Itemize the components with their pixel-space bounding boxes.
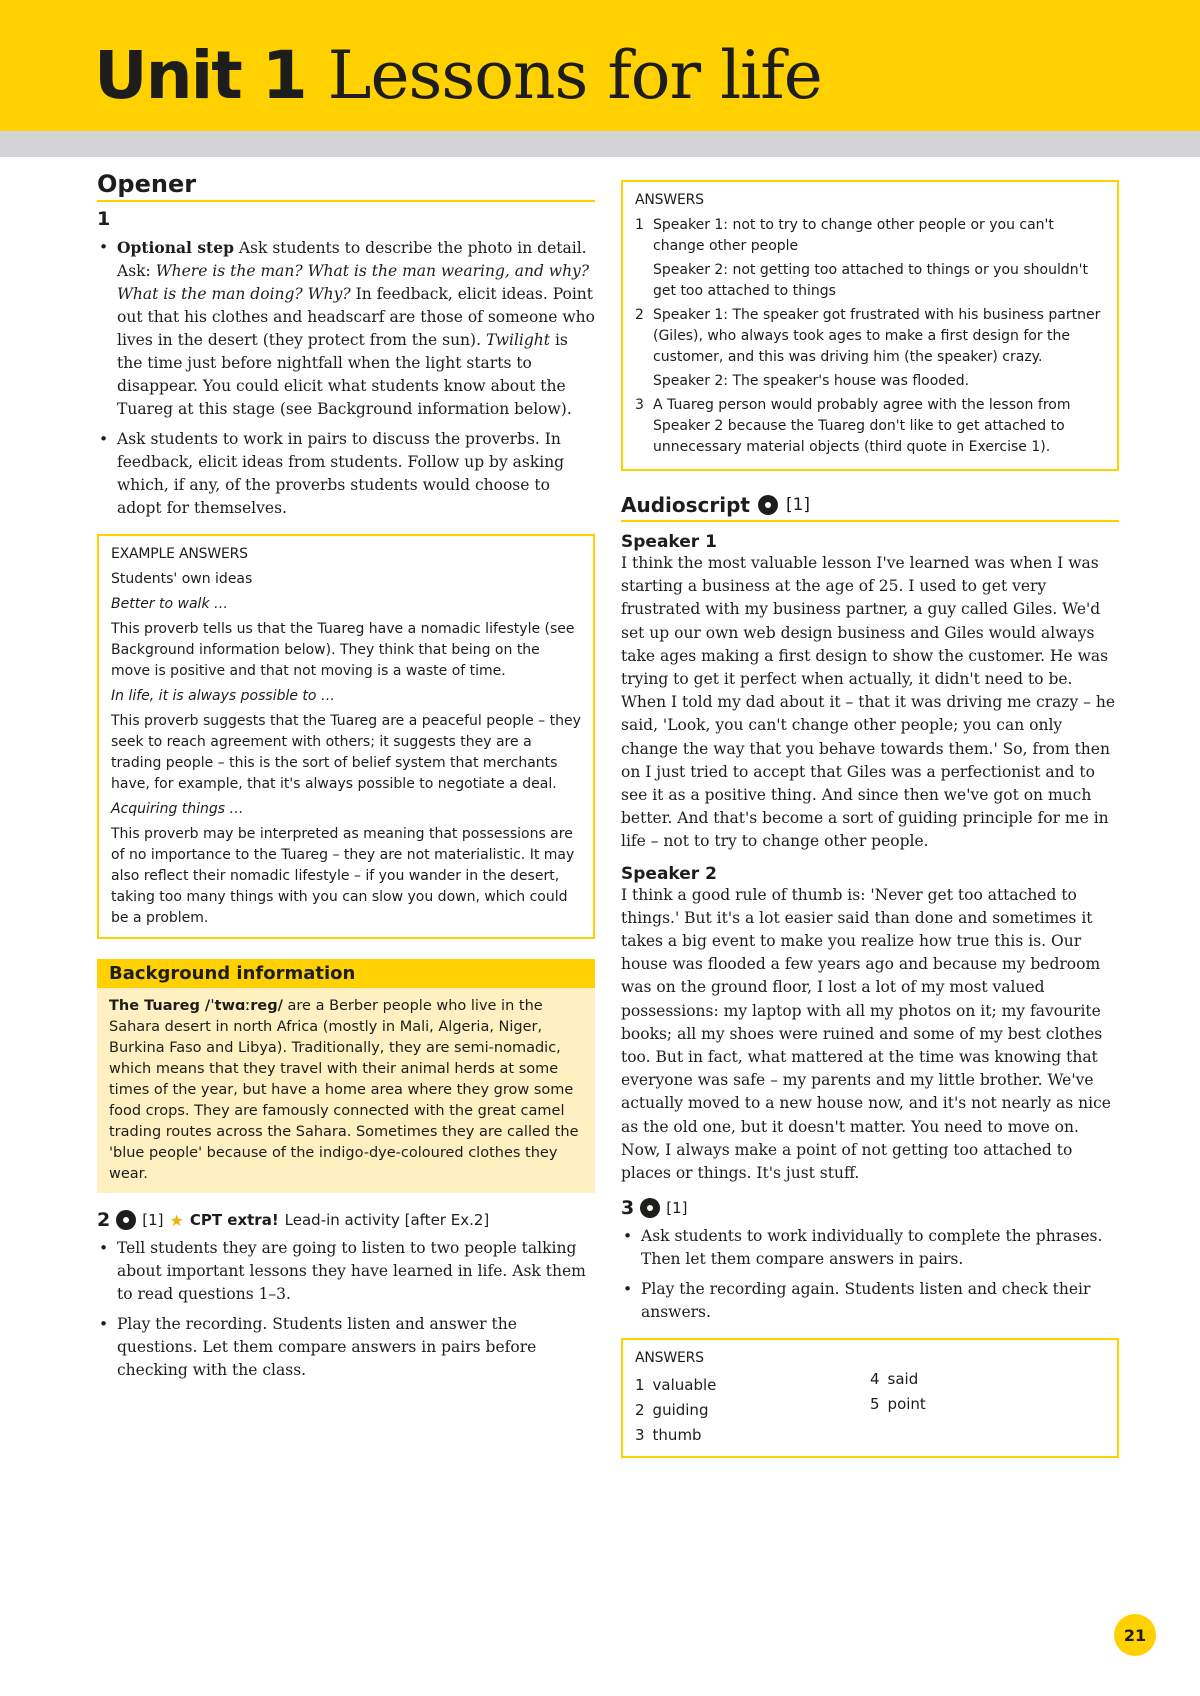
answer-item [635, 1373, 870, 1398]
answer-number: 3 [635, 1426, 645, 1445]
exercise-1-steps [97, 236, 595, 520]
background-info-body: are a Berber people who live in the Sahara desert in north Africa (mostly in Mali, Algeria, Niger, Burkina Faso and Libya). Traditionally, they are semi-nomadic, which means that they travel with their animal herds at some times of the year, but have a home area where they grow some food crops. They are famously connected with the great camel trading routes across the Sahara. Sometimes they are called the 'blue people' because of the indigo-dye-coloured clothes they wear. [109, 998, 579, 1182]
answer-word: guiding [652, 1401, 709, 1420]
speaker-1-label: Speaker 1 [621, 532, 717, 552]
answer-line: A Tuareg person would probably agree with the lesson from Speaker 2 because the Tuareg don't like to get attached to unnecessary material objects (third quote in Exercise 1). [653, 397, 1071, 455]
exercise-3-bullet-1: • Ask students to work individually to complete the phrases. Then let them compare answers in pairs. [621, 1225, 1119, 1271]
speaker-2-transcript: I think a good rule of thumb is: 'Never get too attached to things.' But it's a lot easier said than done and sometimes it takes a big event to make you realize how true this is. Our house was flooded a few years ago and because my bedroom was on the ground floor, I lost a lot of my most valued possessions: my laptop with all my photos on it; my favourite books; all my shoes were ruined and some of my best clothes too. But in fact, what mattered at the time was knowing that everyone was safe – my parents and my little brother. We've actually moved to a new house now, and it's not nearly as nice as the old one, but it doesn't matter. You need to move on. Now, I always make a point of not getting too attached to places or things. It's just stuff. [621, 885, 1111, 1183]
bullet-text: Ask students to describe the photo in detail. Ask: [117, 239, 587, 280]
star-icon: ★ [169, 1210, 184, 1230]
exercise-1-bullet-1 [97, 236, 595, 421]
example-answers-box [97, 534, 595, 939]
answer-item [635, 1423, 870, 1448]
optional-step-label: Optional step [117, 238, 234, 257]
exercise-1-number [97, 208, 595, 230]
track-number: [1] [142, 1211, 164, 1229]
bullet-question: Where is the man? What is the man wearing, and why? What is the man doing? Why? [117, 262, 590, 303]
answer-number: 2 [635, 307, 644, 323]
answer-number: 1 [635, 217, 644, 233]
exercise-2-header [97, 1209, 595, 1231]
answers-column-1 [635, 1373, 870, 1448]
answer-line: Speaker 1: The speaker got frustrated with his business partner (Giles), who always took ages to make a first design for the customer, and this was driving him (the speaker) crazy. [653, 307, 1101, 365]
example-answers-label: EXAMPLE ANSWERS [111, 546, 248, 562]
exercise-3-header [621, 1197, 1119, 1219]
answer-word: valuable [652, 1376, 717, 1395]
answer-number: 5 [870, 1395, 880, 1414]
exercise-2-extras [142, 1211, 489, 1230]
background-info-box [97, 959, 595, 1193]
answer-line: Speaker 1: not to try to change other people or you can't change other people [653, 217, 1054, 254]
track-number: [1] [666, 1199, 688, 1218]
audio-cd-icon [640, 1198, 660, 1218]
unit-name: Lessons for life [327, 37, 822, 114]
answer-item [870, 1392, 1105, 1417]
proverb-explanation: This proverb may be interpreted as meaning that possessions are of no importance to the Tuareg – they are not materialistic. It may also reflect their nomadic lifestyle – if you wander in the desert, taking too many things with you can slow you down, which could be a problem. [111, 826, 575, 926]
answer-word: said [887, 1370, 919, 1389]
proverb-title: Better to walk … [111, 596, 228, 612]
right-column [621, 180, 1119, 1458]
answers-label: ANSWERS [635, 1350, 704, 1367]
track-number: [1] [785, 495, 811, 515]
answer-item [635, 305, 1105, 392]
answer-line: Speaker 2: The speaker's house was flooded. [653, 373, 970, 389]
answer-number: 2 [635, 1401, 645, 1420]
exercise-1-bullet-2: • Ask students to work in pairs to discuss the proverbs. In feedback, elicit ideas from students. Follow up by asking which, if any, of the proverbs students would choose to adopt for themselves. [97, 428, 595, 520]
proverb-title: In life, it is always possible to … [111, 688, 335, 704]
proverb-title: Acquiring things … [111, 801, 244, 817]
left-column [97, 170, 595, 1389]
answer-item [870, 1367, 1105, 1392]
answer-word: point [887, 1395, 926, 1414]
exercise-3-label: 3 [621, 1197, 635, 1220]
answer-item [635, 1398, 870, 1423]
answer-line: Speaker 2: not getting too attached to things or you shouldn't get too attached to things [653, 262, 1088, 299]
exercise-3-bullet-2: • Play the recording again. Students listen and check their answers. [621, 1278, 1119, 1324]
answer-item [635, 395, 1105, 458]
answer-number: 4 [870, 1370, 880, 1389]
answers-label: ANSWERS [635, 192, 704, 208]
cpt-extra-label: CPT extra! [189, 1211, 279, 1229]
answers-column-2 [870, 1367, 1105, 1448]
answers-box-3 [621, 1338, 1119, 1458]
audioscript-title: Audioscript [621, 493, 750, 517]
proverb-explanation: This proverb suggests that the Tuareg are a peaceful people – they seek to reach agreement with others; it suggests they are a trading people – this is the sort of belief system that merchants have, for example, that it's always possible to negotiate a deal. [111, 713, 581, 792]
bullet-term: Twilight [485, 331, 551, 349]
exercise-3-steps [621, 1225, 1119, 1324]
page-title [94, 36, 822, 116]
speaker-2-label: Speaker 2 [621, 863, 717, 884]
answers-grid [635, 1370, 1105, 1448]
answers-box-1 [621, 180, 1119, 471]
answer-number: 1 [635, 1376, 645, 1395]
background-info-heading: Background information [97, 959, 595, 988]
bullet-text: is the time just before nightfall when the light starts to disappear. You could elicit what students know about the Tuareg at this stage (see Background information below). [117, 331, 572, 418]
exercise-1-label: 1 [97, 208, 111, 230]
tuareg-term: The Tuareg /ˈtwɑːreɡ/ [109, 998, 283, 1014]
answer-word: thumb [652, 1426, 702, 1445]
exercise-2-steps [97, 1237, 595, 1382]
bullet-text: In feedback, elicit ideas. Point out that his clothes and headscarf are those of someone who lives in the desert (they protect from the sun). [117, 285, 595, 349]
proverb-explanation: This proverb tells us that the Tuareg have a nomadic lifestyle (see Background information below). They think that being on the move is positive and that not moving is a waste of time. [111, 621, 575, 679]
page-number: 21 [1114, 1614, 1156, 1656]
audio-cd-icon [116, 1210, 136, 1230]
opener-heading: Opener [97, 170, 595, 202]
exercise-2-bullet-1: • Tell students they are going to listen to two people talking about important lessons they have learned in life. Ask them to read questions 1–3. [97, 1237, 595, 1306]
unit-label: Unit 1 [94, 37, 306, 114]
audioscript-heading [621, 493, 1119, 522]
answer-item [635, 215, 1105, 302]
header-divider [0, 131, 1200, 157]
cpt-extra-description: Lead-in activity [after Ex.2] [284, 1211, 490, 1229]
exercise-2-label: 2 [97, 1209, 111, 1231]
example-answers-intro: Students' own ideas [111, 571, 253, 587]
audio-cd-icon [758, 495, 778, 515]
answers-list [635, 215, 1105, 458]
background-info-text [97, 988, 595, 1193]
speaker-1-transcript: I think the most valuable lesson I've learned was when I was starting a business at the age of 25. I used to get very frustrated with my business partner, a guy called Giles. We'd set up our own web design business and Giles would always take ages making a first design to show the customer. He was trying to get it perfect when actually, it didn't need to be. When I told my dad about it – that it was driving me crazy – he said, 'Look, you can't change other people; you can only change the way that you behave towards them.' So, from then on I just tried to accept that Giles was a perfectionist and to see it as a positive thing. And since then we've got on much better. And that's become a sort of guiding principle for me in life – not to try to change other people. [621, 554, 1115, 851]
answer-number: 3 [635, 397, 644, 413]
exercise-2-bullet-2: • Play the recording. Students listen and answer the questions. Let them compare answers in pairs before checking with the class. [97, 1313, 595, 1382]
